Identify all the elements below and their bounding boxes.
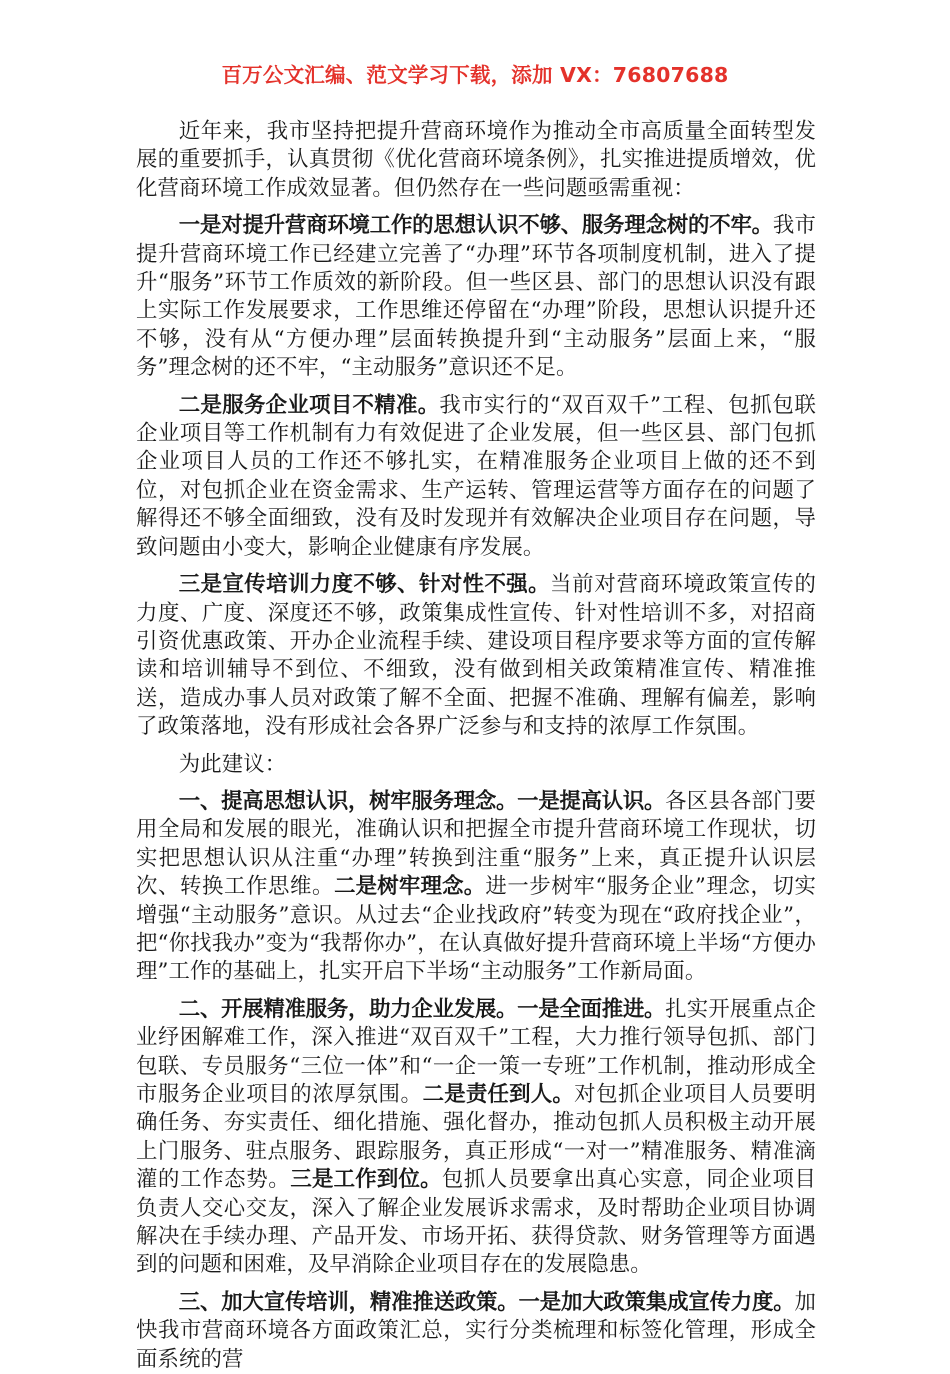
recommendation-1	[136, 788, 816, 987]
problem-2-lead: 二是服务企业项目不精准。	[178, 392, 440, 418]
paragraph-gap	[136, 987, 816, 996]
problem-1-lead: 一是对提升营商环境工作的思想认识不够、服务理念树的不牢。	[178, 213, 773, 239]
recommendation-1-segment-2-text: 进一步树牢“服务企业”理念，切实增强“主动服务”意识。从过去“企业找政府”转变为现在“政府找企业”，把“你找我办”变为“我帮你办”，在认真做好提升营商环境上半场“方便办理”工作的基础上，扎实开启下半场“主动服务”工作新局面。	[136, 874, 816, 985]
paragraph-gap	[136, 742, 816, 751]
recommendation-3	[136, 1289, 816, 1374]
problem-3-text: 当前对营商环境政策宣传的力度、广度、深度还不够，政策集成性宣传、针对性培训不多，对招商引资优惠政策、开办企业流程手续、建设项目程序要求等方面的宣传解读和培训辅导不到位、不细致，没有做到相关政策精准宣传、精准推送，造成办事人员对政策了解不全面、把握不准确、理解有偏差，影响了政策落地，没有形成社会各界广泛参与和支持的浓厚工作氛围。	[136, 572, 816, 740]
recommendation-1-segment-2-lead: 二是树牢理念。	[334, 874, 486, 900]
recommendation-2-segment-3-text: 包抓人员要拿出真心实意，同企业项目负责人交心交友，深入了解企业发展诉求需求，及时帮助企业项目协调解决在手续办理、产品开发、市场开拓、获得贷款、财务管理等方面遇到的问题和困难，及早消除企业项目存在的发展隐患。	[136, 1167, 817, 1278]
document-body	[136, 118, 816, 1374]
recommendation-2-segment-2-text: 对包抓企业项目人员要明确任务、夯实责任、细化措施、强化督办，推动包抓人员积极主动开展上门服务、驻点服务、跟踪服务，真正形成“一对一”精准服务、精准滴灌的工作态势。	[136, 1082, 816, 1193]
recommendation-1-heading: 一、提高思想认识，树牢服务理念。	[178, 788, 518, 814]
paragraph-gap	[136, 383, 816, 392]
recommendation-3-segment-1-text: 加快我市营商环境各方面政策汇总，实行分类梳理和标签化管理，形成全面系统的营	[136, 1289, 817, 1372]
problem-3-lead: 三是宣传培训力度不够、针对性不强。	[178, 572, 550, 598]
recommendation-2-heading: 二、开展精准服务，助力企业发展。	[178, 996, 518, 1022]
paragraph-gap	[136, 1280, 816, 1289]
recommendation-1-segment-1-lead: 一是提高认识。	[517, 788, 666, 814]
paragraph-intro-text: 近年来，我市坚持把提升营商环境作为推动全市高质量全面转型发展的重要抓手，认真贯彻《优化营商环境条例》，扎实推进提质增效，优化营商环境工作成效显著。但仍然存在一些问题亟需重视：	[136, 119, 816, 201]
recommendation-2-segment-1-lead: 一是全面推进。	[517, 996, 666, 1022]
recommendation-2-segment-2-lead: 二是责任到人。	[422, 1082, 575, 1107]
paragraph-gap	[136, 779, 816, 788]
paragraph-suggestions-intro	[136, 751, 816, 779]
recommendation-3-segment-1-lead: 一是加大政策集成宣传力度。	[518, 1289, 795, 1315]
paragraph-gap	[136, 203, 816, 212]
watermark-header-text: 百万公文汇编、范文学习下载，添加 VX：76807688	[221, 63, 729, 87]
paragraph-intro	[136, 118, 816, 203]
recommendation-2-segment-1-text: 扎实开展重点企业纾困解难工作，深入推进“双百双千”工程，大力推行领导包抓、部门包联、专员服务“三位一体”和“一企一策一专班”工作机制，推动形成全市服务企业项目的浓厚氛围。	[136, 996, 816, 1107]
problem-2-text: 我市实行的“双百双千”工程、包抓包联企业项目等工作机制有力有效促进了企业发展，但一些区县、部门包抓企业项目人员的工作还不够扎实，在精准服务企业项目上做的还不到位，对包抓企业在资金需求、生产运转、管理运营等方面存在的问题了解得还不够全面细致，没有及时发现并有效解决企业项目存在问题，导致问题由小变大，影响企业健康有序发展。	[136, 392, 817, 560]
problem-1-text: 我市提升营商环境工作已经建立完善了“办理”环节各项制度机制，进入了提升“服务”环节工作质效的新阶段。但一些区县、部门的思想认识没有跟上实际工作发展要求，工作思维还停留在“办理”阶段，思想认识提升还不够，没有从“方便办理”层面转换提升到“主动服务”层面上来，“服务”理念树的还不牢，“主动服务”意识还不足。	[136, 213, 816, 381]
suggestions-intro-text: 为此建议：	[178, 751, 287, 777]
paragraph-gap	[136, 562, 816, 571]
recommendation-3-heading: 三、加大宣传培训，精准推送政策。	[178, 1289, 519, 1315]
recommendation-1-segment-1-text: 各区县各部门要用全局和发展的眼光，准确认识和把握全市提升营商环境工作现状，切实把思想认识从注重“办理”转换到注重“服务”上来，真正提升认识层次、转换工作思维。	[136, 788, 816, 900]
recommendation-2	[136, 996, 816, 1280]
paragraph-problem-1	[136, 212, 816, 382]
recommendation-2-segment-3-lead: 三是工作到位。	[290, 1167, 442, 1193]
paragraph-problem-2	[136, 392, 816, 562]
paragraph-problem-3	[136, 571, 816, 741]
